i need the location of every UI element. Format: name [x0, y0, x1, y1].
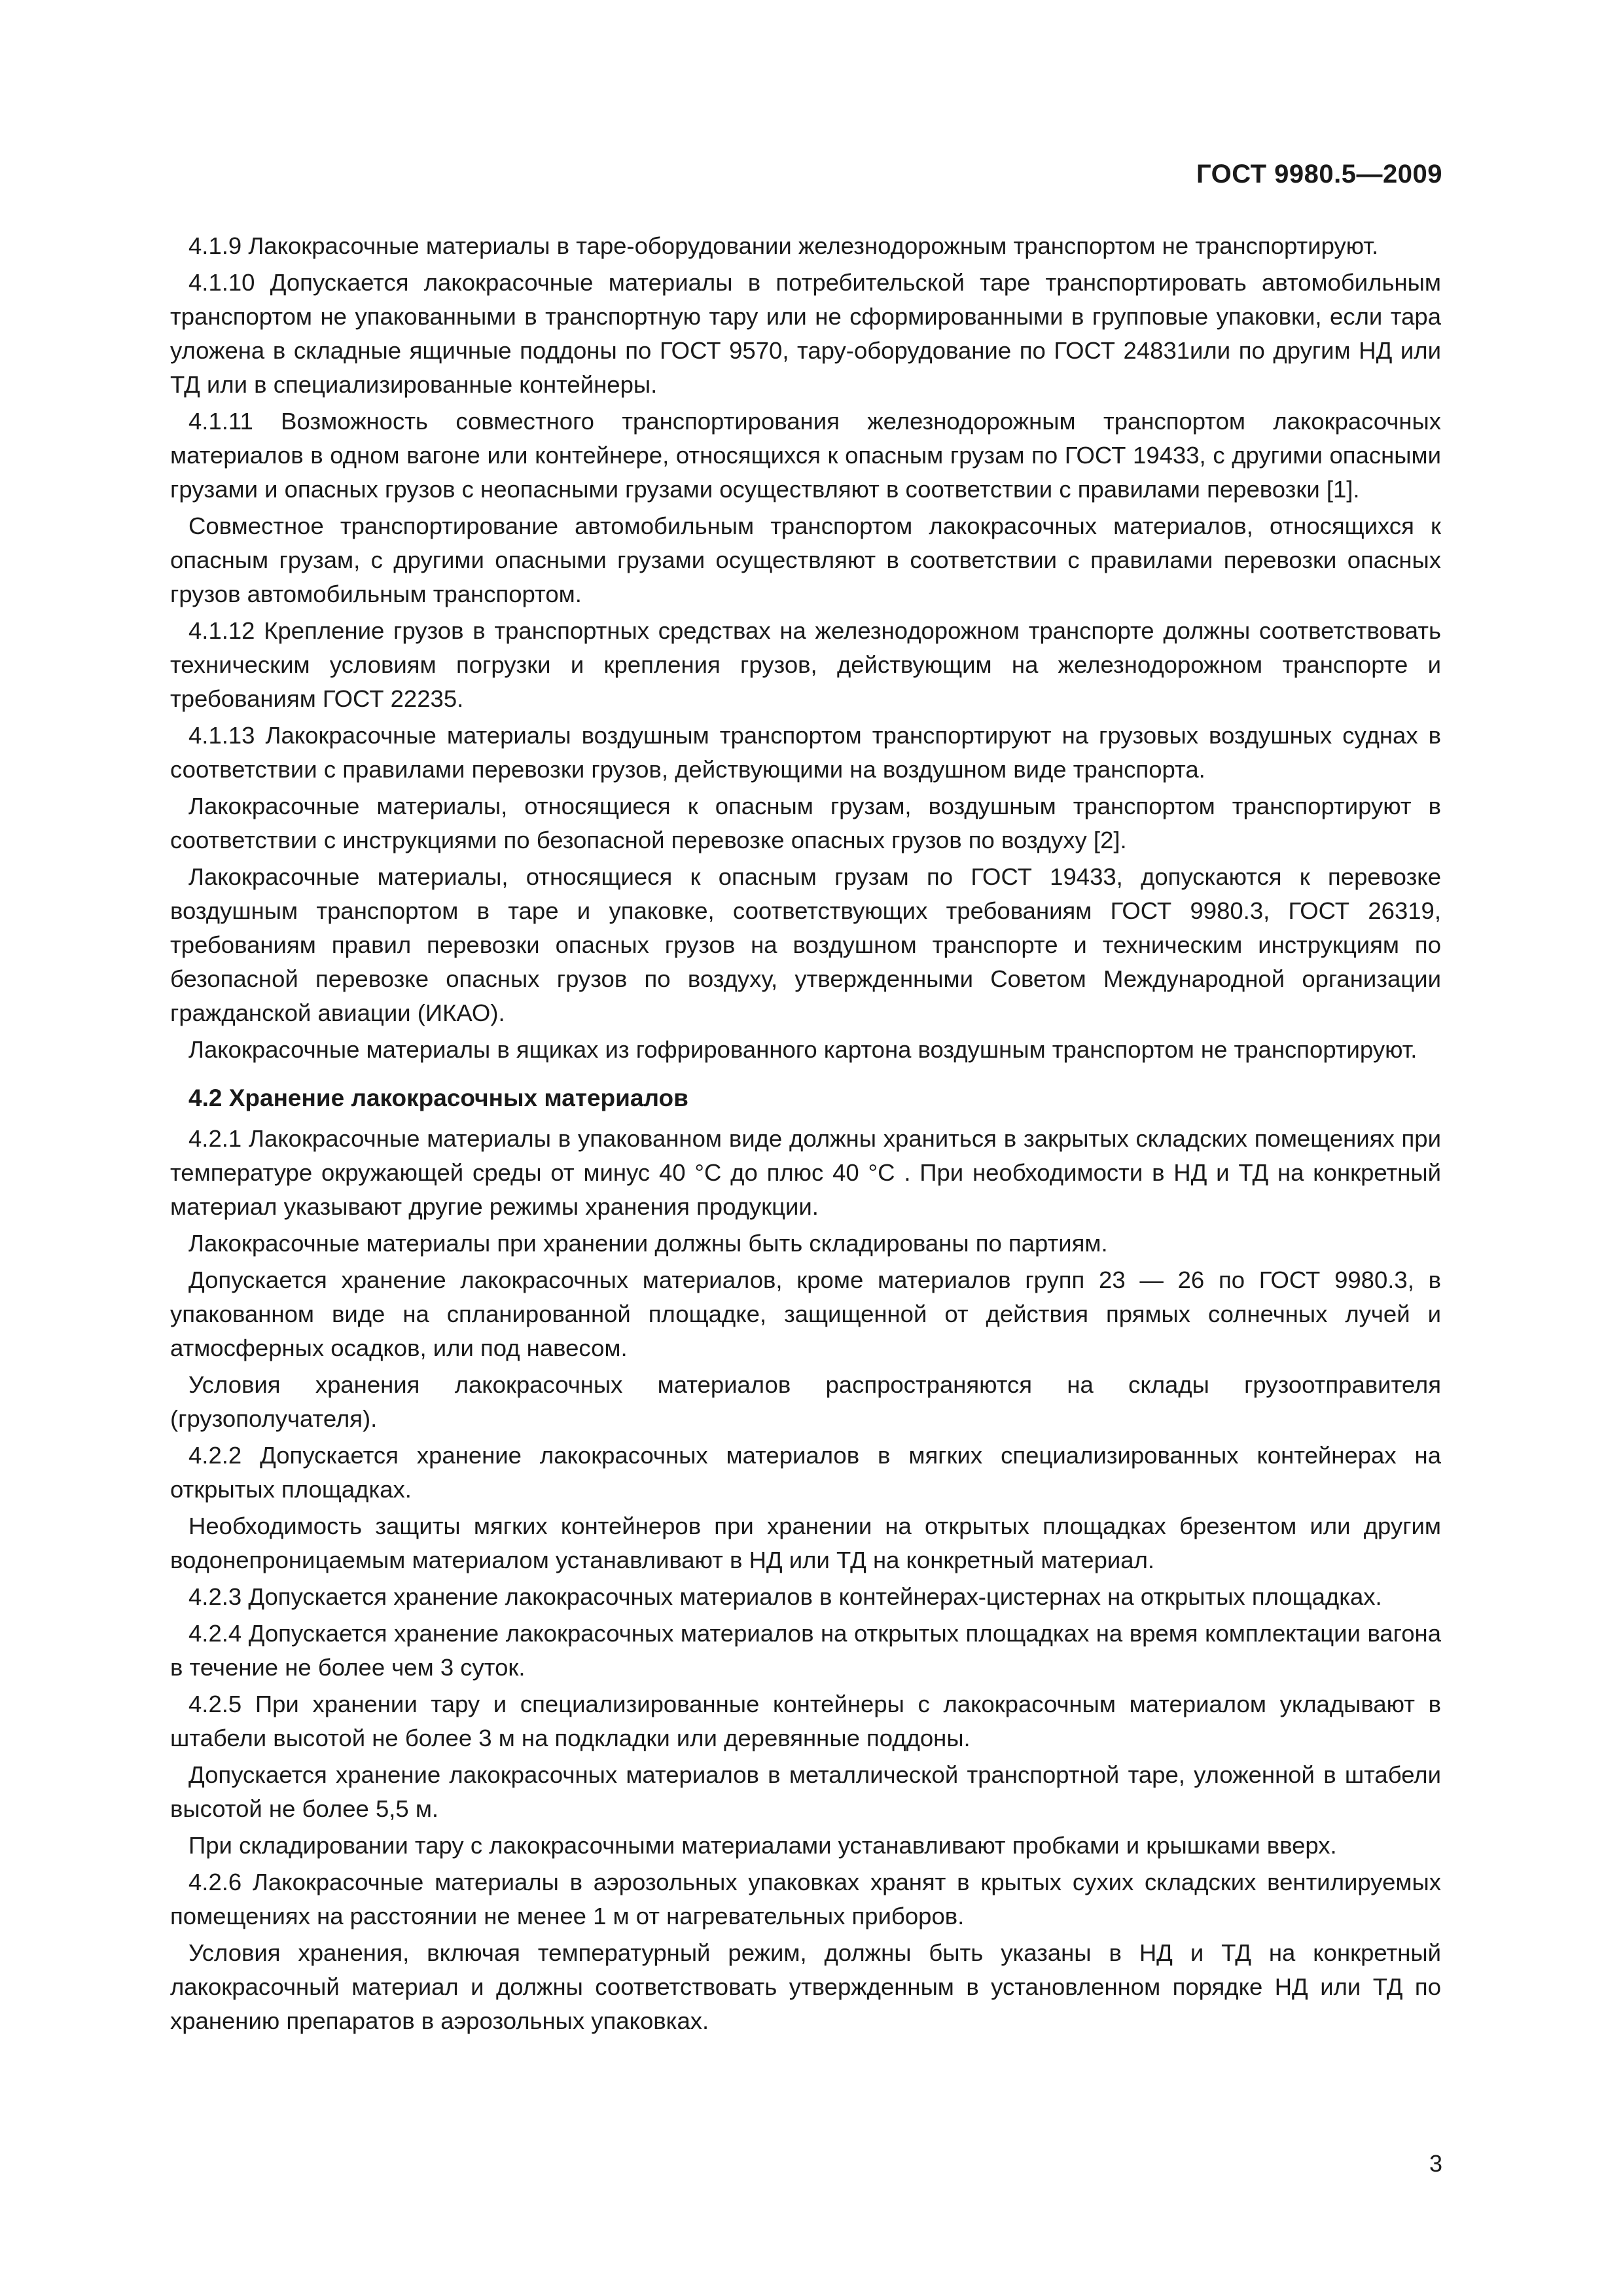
paragraph: 4.1.11 Возможность совместного транспортирования железнодорожным транспортом лакокрасочных материалов в одном вагоне или контейнере, относящихся к опасным грузам по ГОСТ 19433, с другими опасными грузами и опасных грузов с неопасными грузами осуществляют в соответствии с правилами перевозки [1]. [170, 408, 1441, 503]
paragraph: Лакокрасочные материалы, относящиеся к опасным грузам по ГОСТ 19433, допускаются к перевозке воздушным транспортом в таре и упаковке, соответствующих требованиям ГОСТ 9980.3, ГОСТ 26319, требованиям правил перевозки опасных грузов на воздушном транспорте и техническим инструкциям по безопасной перевозке опасных грузов по воздуху, утвержденными Советом Международной организации гражданской авиации (ИКАО). [170, 863, 1441, 1026]
paragraph: 4.1.12 Крепление грузов в транспортных средствах на железнодорожном транспорте должны соответствовать техническим условиям погрузки и крепления грузов, действующим на железнодорожном транспорте и требованиям ГОСТ 22235. [170, 617, 1441, 712]
paragraph: 4.2.3 Допускается хранение лакокрасочных материалов в контейнерах-цистернах на открытых площадках. [188, 1583, 1382, 1610]
document-body [170, 229, 1441, 2041]
paragraph: Совместное транспортирование автомобильным транспортом лакокрасочных материалов, относящихся к опасным грузам, с другими опасными грузами осуществляют в соответствии с правилами перевозки опасных грузов автомобильным транспортом. [170, 512, 1441, 607]
paragraph: 4.2.6 Лакокрасочные материалы в аэрозольных упаковках хранят в крытых сухих складских вентилируемых помещениях на расстоянии не менее 1 м от нагревательных приборов. [170, 1869, 1441, 1929]
paragraph: Необходимость защиты мягких контейнеров при хранении на открытых площадках брезентом или другим водонепроницаемым материалом устанавливают в НД или ТД на конкретный материал. [170, 1513, 1441, 1573]
paragraph: 4.1.13 Лакокрасочные материалы воздушным транспортом транспортируют на грузовых воздушных суднах в соответствии с правилами перевозки грузов, действующими на воздушном виде транспорта. [170, 722, 1441, 783]
paragraph: 4.2.1 Лакокрасочные материалы в упакованном виде должны храниться в закрытых складских помещениях при температуре окружающей среды от минус 40 °С до плюс 40 °С . При необходимости в НД и ТД на конкретный материал указывают другие режимы хранения продукции. [170, 1125, 1441, 1220]
paragraph: Лакокрасочные материалы в ящиках из гофрированного картона воздушным транспортом не транспортируют. [188, 1036, 1418, 1063]
paragraph: 4.2.4 Допускается хранение лакокрасочных материалов на открытых площадках на время комплектации вагона в течение не более чем 3 суток. [170, 1620, 1441, 1681]
paragraph: Лакокрасочные материалы, относящиеся к опасным грузам, воздушным транспортом транспортируют в соответствии с инструкциями по безопасной перевозке опасных грузов по воздуху [2]. [170, 793, 1441, 853]
section-heading: 4.2 Хранение лакокрасочных материалов [188, 1085, 688, 1111]
paragraph: Допускается хранение лакокрасочных материалов в металлической транспортной таре, уложенной в штабели высотой не более 5,5 м. [170, 1761, 1441, 1822]
paragraph: Допускается хранение лакокрасочных материалов, кроме материалов групп 23 — 26 по ГОСТ 9980.3, в упакованном виде на спланированной площадке, защищенной от действия прямых солнечных лучей и атмосферных осадков, или под навесом. [170, 1266, 1441, 1361]
page-number: 3 [1429, 2150, 1442, 2177]
paragraph: 4.2.5 При хранении тару и специализированные контейнеры с лакокрасочным материалом укладывают в штабели высотой не более 3 м на подкладки или деревянные поддоны. [170, 1691, 1441, 1751]
paragraph: При складировании тару с лакокрасочными материалами устанавливают пробками и крышками вверх. [188, 1832, 1337, 1859]
paragraph: 4.1.9 Лакокрасочные материалы в таре-оборудовании железнодорожным транспортом не транспортируют. [188, 232, 1379, 259]
paragraph: Условия хранения, включая температурный режим, должны быть указаны в НД и ТД на конкретный лакокрасочный материал и должны соответствовать утвержденным в установленном порядке НД или ТД по хранению препаратов в аэрозольных упаковках. [170, 1939, 1441, 2034]
paragraph: Условия хранения лакокрасочных материалов распространяются на склады грузоотправителя (грузополучателя). [170, 1371, 1441, 1432]
paragraph: 4.1.10 Допускается лакокрасочные материалы в потребительской таре транспортировать автомобильным транспортом не упакованными в транспортную тару или не сформированными в групповые упаковки, если тара уложена в складные ящичные поддоны по ГОСТ 9570, тару-оборудование по ГОСТ 24831или по другим НД или ТД или в специализированные контейнеры. [170, 269, 1441, 398]
document-header: ГОСТ 9980.5—2009 [1196, 160, 1442, 188]
paragraph: Лакокрасочные материалы при хранении должны быть складированы по партиям. [188, 1230, 1108, 1257]
paragraph: 4.2.2 Допускается хранение лакокрасочных материалов в мягких специализированных контейнерах на открытых площадках. [170, 1442, 1441, 1503]
